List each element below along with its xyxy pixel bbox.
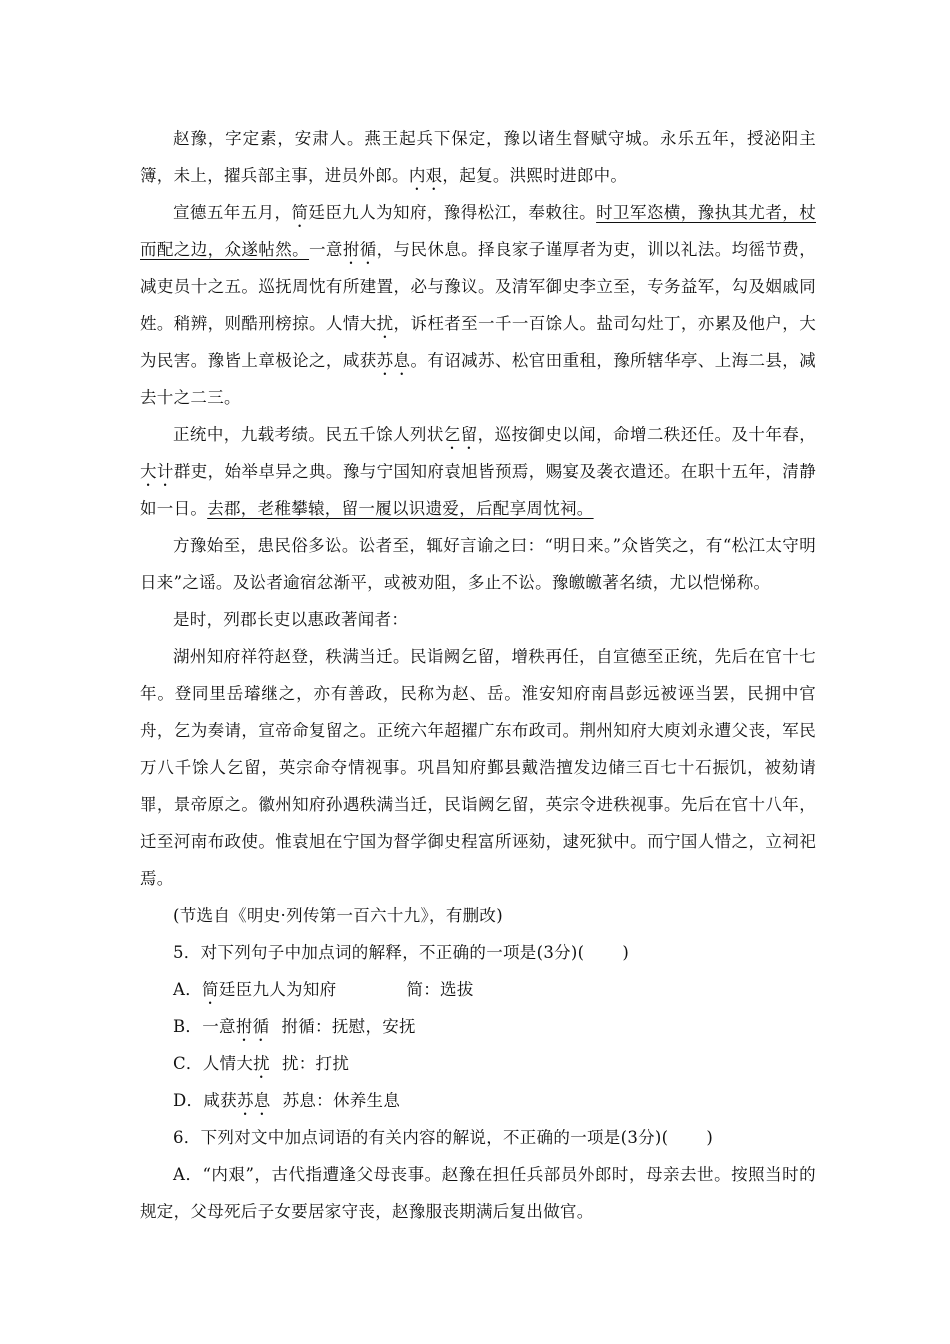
question-text: 6．下列对文中加点词语的有关内容的解说，不正确的一项是(3分)(: [173, 1128, 669, 1147]
question-5-option-a: [140, 971, 816, 1008]
question-5-option-d: [140, 1082, 816, 1119]
dotted-word: 大计: [140, 462, 174, 481]
dotted-word: 拊循: [342, 240, 377, 259]
dotted-word: 拊循: [235, 1017, 270, 1036]
dotted-word: 简: [291, 203, 309, 222]
text-span: 廷臣九人为知府，豫得松江，奉敕往。: [308, 203, 597, 222]
passage-source: (节选自《明史·列传第一百六十九》，有删改): [173, 906, 503, 925]
option-letter: A．: [173, 980, 203, 999]
dotted-word: 扰: [253, 1054, 270, 1073]
passage-paragraph-2: [140, 194, 816, 416]
text-span: 宣德五年五月，: [173, 203, 292, 222]
text-span: 正统中，九载考绩。民五千馀人列状: [173, 425, 444, 444]
option-text: 一意: [202, 1017, 236, 1036]
question-5-option-c: [140, 1045, 816, 1082]
text-span: ，起复。洪熙时进郎中。: [442, 166, 628, 185]
dotted-word: 苏息: [376, 351, 411, 370]
question-text-end: ): [706, 1128, 714, 1147]
question-5-option-b: [140, 1008, 816, 1045]
option-text: 咸获: [203, 1091, 237, 1110]
option-text: 廷臣九人为知府: [218, 980, 337, 999]
option-gloss: 苏息：休养生息: [282, 1091, 401, 1110]
option-letter: D．: [173, 1091, 204, 1110]
text-span: ，诉枉者至一千一百馀人。盐司勾灶丁，亦累及他户，大为民害。豫皆上章极论之，咸获: [140, 314, 816, 370]
question-5-stem: [140, 934, 816, 971]
text-span: 群吏，始举卓异之典。豫与宁国知府袁旭皆预焉，赐宴及袭衣遣还。在职十五年，清静如一日。: [140, 462, 816, 518]
option-gloss: 拊循：抚慰，安抚: [281, 1017, 416, 1036]
text-span: ，与民休息。择良家子谨厚者为吏，训以礼法。均徭节费，减吏员十之五。巡抚周忱有所建置，必与豫议。及清军御史李立至，专务益军，勾及姻戚同姓。稍辨，则酷刑榜掠。人情大: [140, 240, 817, 333]
dotted-word: 扰: [376, 314, 394, 333]
option-gloss: 简：选拔: [406, 980, 474, 999]
document-body: [140, 120, 816, 1230]
passage-paragraph-4: 方豫始至，患民俗多讼。讼者至，辄好言谕之曰：“明日来。”众皆笑之，有“松江太守明日来”之谣。及讼者逾宿忿渐平，或被劝阻，多止不讼。豫皦皦著名绩，尤以恺悌称。: [140, 536, 816, 592]
text-span: ，巡按御史以闻，命增二秩还任。及十年春，: [477, 425, 816, 444]
passage-paragraph-3: [140, 416, 816, 527]
passage-paragraph-1: [140, 120, 816, 194]
option-letter: C．: [173, 1054, 203, 1073]
question-6-stem: [140, 1119, 816, 1156]
underlined-sentence: 去郡，老稚攀辕，留一履以识遗爱，后配享周忱祠。: [207, 499, 594, 518]
option-gloss: 扰：打扰: [281, 1054, 350, 1073]
text-span: 一意: [309, 240, 343, 259]
dotted-word: 苏息: [236, 1091, 271, 1110]
option-letter: B．: [173, 1017, 203, 1036]
dotted-word: 乞留: [443, 425, 478, 444]
passage-paragraph-6: 湖州知府祥符赵登，秩满当迁。民诣阙乞留，增秩再任，自宣德至正统，先后在官十七年。登同里岳璿继之，亦有善政，民称为赵、岳。淮安知府南昌彭远被诬当罢，民拥中官舟，乞为奏请，宣帝命复留之。正统六年超擢广东布政司。荆州知府大庾刘永遭父丧，军民万八千馀人乞留，英宗命夺情视事。巩昌知府鄞县戴浩擅发边储三百七十石振饥，被劾请罪，景帝原之。徽州知府孙遇秩满当迁，民诣阙乞留，英宗令进秩视事。先后在官十八年，迁至河南布政使。惟袁旭在宁国为督学御史程富所诬劾，逮死狱中。而宁国人惜之，立祠祀焉。: [140, 647, 816, 888]
question-6-option-a: A．“内艰”，古代指遭逢父母丧事。赵豫在担任兵部员外郎时，母亲去世。按照当时的规定，父母死后子女要居家守丧，赵豫服丧期满后复出做官。: [140, 1165, 816, 1221]
passage-paragraph-5: 是时，列郡长吏以惠政著闻者：: [173, 610, 409, 629]
text-span: 。有诏减苏、松官田重租，豫所辖华亭、上海二县，减去十之二三。: [140, 351, 817, 407]
option-text: 人情大: [202, 1054, 254, 1073]
question-text: 5．对下列句子中加点词的解释，不正确的一项是(3分)(: [173, 943, 585, 962]
dotted-word: 简: [202, 980, 219, 999]
question-text-end: ): [622, 943, 630, 962]
underlined-sentence: 时卫军恣横，豫执其尤者，杖而配之边，众遂帖然。: [140, 203, 816, 259]
text-span: 赵豫，字定素，安肃人。燕王起兵下保定，豫以诸生督赋守城。永乐五年，授泌阳主簿，未上，擢兵部主事，进员外郎。: [140, 129, 816, 185]
dotted-word: 内艰: [408, 166, 443, 185]
